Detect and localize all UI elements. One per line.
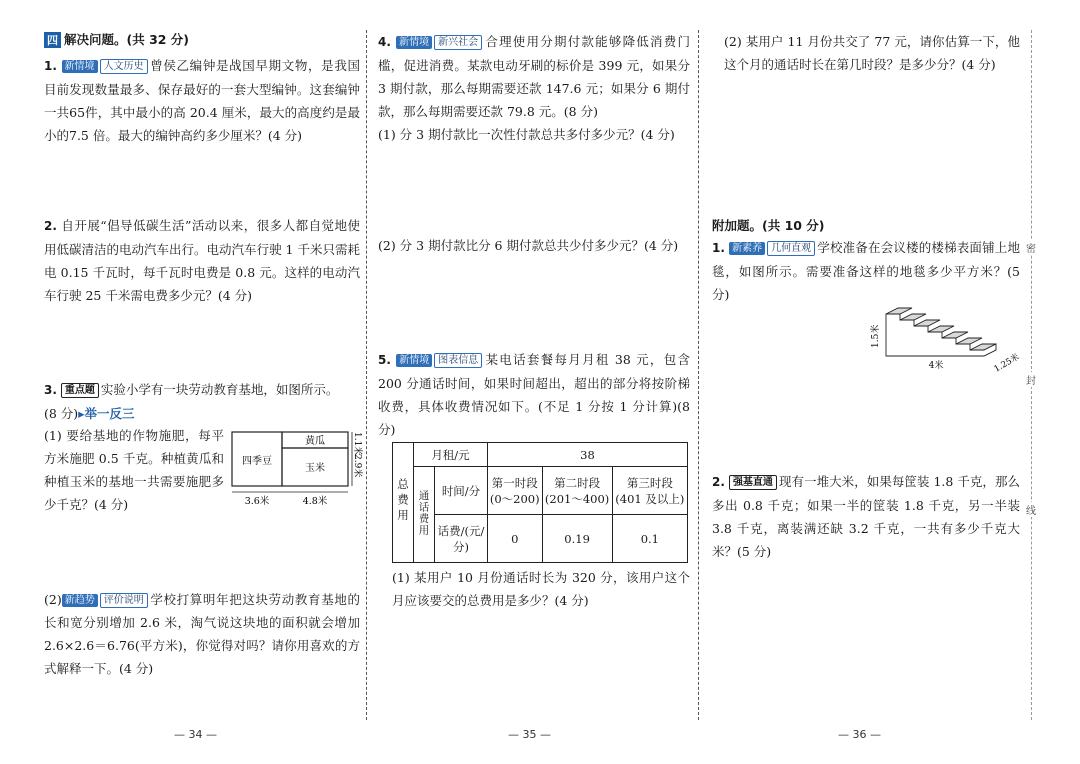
- fee-table-time-label: 时间/分: [435, 467, 488, 515]
- page-number-34: — 34 —: [174, 728, 217, 741]
- dim-label-h1: 1.1米: [352, 432, 362, 456]
- q3-text: 实验小学有一块劳动教育基地，如图所示。: [100, 382, 339, 397]
- stage-3-name: 第三时段: [626, 475, 673, 490]
- q1-number: 1.: [44, 59, 57, 73]
- q3-sub1: [44, 424, 224, 516]
- q4-sub1: (1) 分 3 期付款比一次性付款总共多付多少元？(4 分): [378, 127, 675, 142]
- fee-table-call-label-cell: [414, 467, 435, 563]
- q5-text: 某电话套餐每月月租 38 元，包含 200 分通话时间，如果时间超出，超出的部分将按阶梯收费，具体收费情况如下。(不足 1 分按 1 分计算)(8 分): [378, 352, 690, 437]
- q5-sub2: (2) 某用户 11 月份共交了 77 元，请你估算一下，他这个月的通话时长在第几时段？是多少分？(4 分): [724, 34, 1020, 72]
- e1-text: 学校准备在会议楼的楼梯表面铺上地毯，如图所示。需要准备这样的地毯多少平方米？(5 分): [712, 240, 1020, 302]
- seal-mark-2: 封: [1026, 372, 1036, 387]
- seal-mark-1: 密: [1026, 240, 1036, 255]
- q3-sub1-text: (1) 要给基地的作物施肥，每平方米施肥 0.5 千克。种植黄瓜和种植玉米的基地一共需要施肥多少千克？(4 分): [44, 428, 224, 512]
- stairs-label-length: 4米: [928, 361, 944, 371]
- question-1: [44, 54, 360, 147]
- page-number-35: — 35 —: [508, 728, 551, 741]
- q3-sub2-number: (2): [44, 592, 62, 607]
- section-number: 四: [44, 32, 61, 48]
- q3-sub2-tag-trend: 新趋势: [62, 594, 98, 607]
- q4-sub2-block: [378, 234, 690, 257]
- section-title: 解决问题。(共 32 分): [64, 32, 190, 47]
- fee-table: [392, 442, 688, 563]
- stairs-shape: [886, 308, 996, 356]
- fee-table-rent-label: 月租/元: [414, 443, 488, 467]
- page-divider-2: [698, 30, 699, 720]
- fee-table-stage-3-fee: 0.1: [612, 515, 687, 563]
- q3-sub2-text: 学校打算明年把这块劳动教育基地的长和宽分别增加 2.6 米，淘气说这块地的面积就会增加 2.6×2.6＝6.76(平方米)，你觉得对吗？请你用喜欢的方式解释一下。(4 分): [44, 592, 360, 676]
- page-34: [44, 0, 360, 764]
- q5-number: 5.: [378, 353, 391, 367]
- q5-sub2-block: [724, 30, 1020, 76]
- q4-sub2: (2) 分 3 期付款比分 6 期付款总共少付多少元？(4 分): [378, 238, 679, 253]
- q4-tag-new-context: 新情境: [396, 36, 432, 49]
- q3-score: (8 分): [44, 406, 79, 421]
- stage-1-name: 第一时段: [491, 475, 538, 490]
- extra-section-title: 附加题。(共 10 分): [712, 218, 825, 233]
- dim-label-h2: 2.9米: [352, 454, 362, 478]
- stage-1-range: (0～200): [489, 491, 540, 506]
- fee-table-total-label: 总费用: [396, 477, 410, 525]
- fee-table-stage-3: [612, 467, 687, 515]
- q1-text: 曾侯乙编钟是战国早期文物，是我国目前发现数量最多、保存最好的一套大型编钟。这套编钟一共65件，其中最小的高 20.4 厘米，最大的高度约是最小的7.5 倍。最大的编钟高约多少厘米？(4 分): [44, 58, 360, 143]
- q4-number: 4.: [378, 35, 391, 49]
- fee-table-stage-1-fee: 0: [488, 515, 543, 563]
- page-36: [708, 0, 1020, 764]
- fee-table-fee-label: 话费/(元/分): [435, 515, 488, 563]
- q5-tag-new-context: 新情境: [396, 354, 432, 367]
- q2-text: 自开展“倡导低碳生活”活动以来，很多人都自觉地使用低碳清洁的电动汽车出行。电动汽车行驶 1 千米只需耗电 0.15 千瓦时，每千瓦时电费是 0.8 元。这样的电动汽车行驶 25 千米需电费多少元？(4 分): [44, 218, 360, 303]
- page-35: [378, 0, 690, 764]
- q1-tag-topic: 人文历史: [100, 59, 148, 74]
- stairs-label-height: 1.5米: [871, 324, 881, 348]
- stage-3-range: (401 及以上): [615, 491, 685, 506]
- fee-table-call-label: 通话费用: [417, 490, 430, 536]
- q5-sub1: (1) 某用户 10 月份通话时长为 320 分，该用户这个月应该要交的总费用是多少？(4 分): [392, 570, 690, 608]
- q4-tag-topic: 新兴社会: [434, 35, 482, 50]
- seal-mark-3: 线: [1026, 502, 1036, 517]
- e2-tag: 强基直通: [729, 475, 777, 490]
- extra-question-2: [712, 470, 1020, 563]
- section-heading: [44, 30, 189, 48]
- stairs-diagram: [866, 304, 1026, 376]
- e2-number: 2.: [712, 475, 725, 489]
- question-4: [378, 30, 690, 146]
- fee-table-stage-2-fee: 0.19: [542, 515, 612, 563]
- page-number-36: — 36 —: [838, 728, 881, 741]
- e2-text: 现有一堆大米，如果每筐装 1.8 千克，那么多出 0.8 千克；如果一半的筐装 1.8 千克，另一半装 3.8 千克，离装满还缺 3.2 千克，一共有多少千克大米？(5 分): [712, 474, 1020, 559]
- dim-label-w1: 3.6米: [244, 496, 270, 507]
- e1-tag-new-literacy: 新素养: [729, 242, 765, 255]
- stairs-label-width: 1.25米: [992, 352, 1022, 375]
- fee-table-total-label-cell: [393, 443, 414, 563]
- fee-table-rent-value: 38: [488, 443, 688, 467]
- dim-label-w2: 4.8米: [302, 496, 328, 507]
- question-2: [44, 214, 360, 307]
- q3-extra-link[interactable]: ▸举一反三: [78, 406, 135, 421]
- q4-text: 合理使用分期付款能够降低消费门槛，促进消费。某款电动牙刷的标价是 399 元，如果分 3 期付款，那么每期需要还款 147.6 元；如果分 6 期付款，那么每期需要还款 79.8 元。(8 分): [378, 34, 690, 119]
- question-3: [44, 378, 360, 425]
- extra-question-1: [712, 236, 1020, 306]
- q3-number: 3.: [44, 383, 57, 397]
- field-label-yumi: 玉米: [305, 463, 325, 474]
- q2-number: 2.: [44, 219, 57, 233]
- q3-tag-key: 重点题: [61, 383, 99, 398]
- q5-sub1-block: [392, 566, 690, 612]
- q3-sub2: [44, 588, 360, 680]
- fee-table-stage-2: [542, 467, 612, 515]
- question-5: [378, 348, 690, 441]
- field-label-huanggua: 黄瓜: [305, 436, 325, 447]
- e1-number: 1.: [712, 241, 725, 255]
- q3-sub2-tag-topic: 评价说明: [100, 593, 148, 608]
- e1-tag-topic: 几何直观: [767, 241, 815, 256]
- stage-2-range: (201～400): [544, 491, 610, 506]
- stage-2-name: 第二时段: [554, 475, 601, 490]
- page-divider-1: [366, 30, 367, 720]
- fee-table-stage-1: [488, 467, 543, 515]
- field-diagram: [228, 424, 362, 514]
- q1-tag-new-context: 新情境: [62, 60, 98, 73]
- q5-tag-topic: 图表信息: [434, 353, 482, 368]
- field-label-siji: 四季豆: [242, 456, 272, 467]
